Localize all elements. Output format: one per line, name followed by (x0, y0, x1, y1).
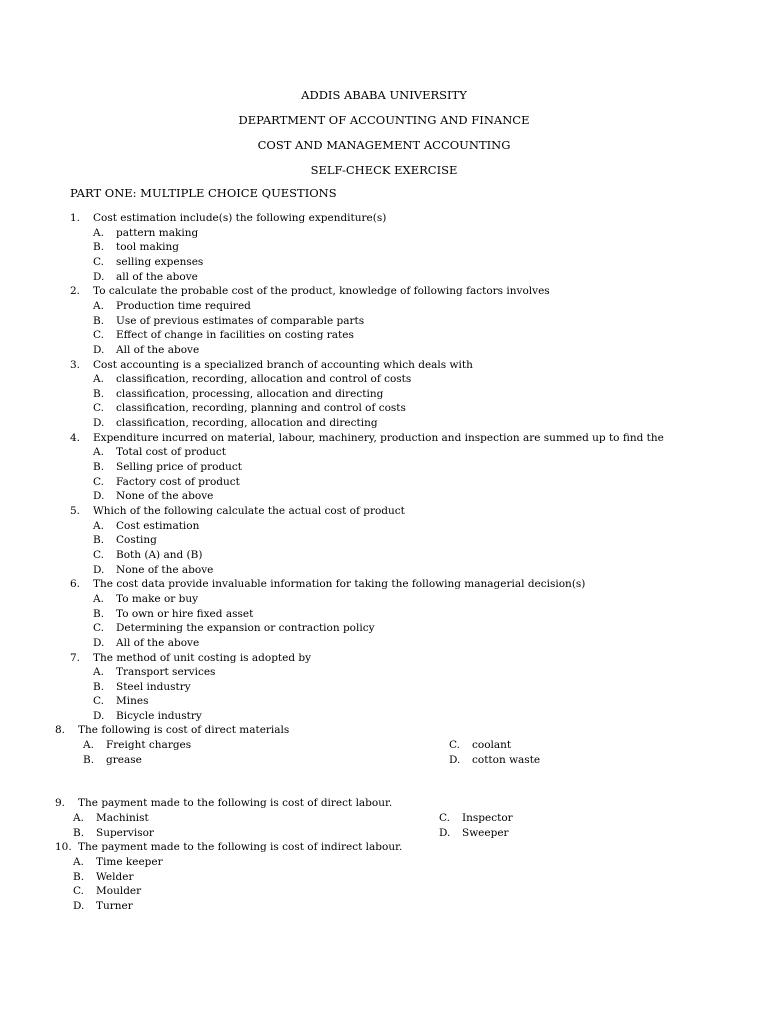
option-text: Welder (96, 870, 134, 883)
option-letter: A. (93, 226, 104, 239)
option-text: Time keeper (96, 855, 163, 868)
option-text: All of the above (116, 636, 200, 649)
question-number: 5. (70, 505, 81, 517)
option-letter: C. (93, 329, 104, 342)
option-text: Supervisor (96, 827, 154, 839)
option-text: Freight charges (106, 739, 192, 751)
option-letter: A. (93, 446, 104, 459)
option-letter: C. (93, 402, 104, 415)
option-letter: D. (93, 343, 105, 356)
question-number: 8. (55, 724, 66, 736)
option-letter: C. (93, 622, 104, 635)
course-heading: COST AND MANAGEMENT ACCOUNTING (257, 138, 511, 152)
option-text: grease (106, 754, 142, 766)
option-letter: C. (93, 548, 104, 561)
option-letter: C. (93, 475, 104, 488)
option-text: classification, recording, planning and control of costs (116, 402, 406, 415)
option-letter: D. (93, 417, 105, 430)
option-text: cotton waste (472, 754, 541, 766)
option-letter: B. (93, 607, 105, 620)
question-number: 3. (70, 358, 81, 371)
option-text: None of the above (116, 563, 214, 576)
option-text: Sweeper (462, 827, 509, 839)
option-letter: B. (93, 680, 105, 693)
option-text: Selling price of product (116, 461, 243, 474)
part-title: PART ONE: MULTIPLE CHOICE QUESTIONS (70, 186, 337, 200)
question-text: The payment made to the following is cost of indirect labour. (78, 841, 403, 853)
option-text: To make or buy (116, 592, 199, 605)
option-text: Production time required (116, 299, 251, 312)
option-text: Transport services (116, 666, 216, 679)
option-letter: B. (93, 534, 105, 547)
question-number: 2. (70, 285, 81, 298)
option-letter: B. (93, 387, 105, 400)
option-text: tool making (116, 241, 179, 254)
option-text: Determining the expansion or contraction policy (116, 622, 375, 635)
question-text: Cost estimation include(s) the following expenditure(s) (93, 212, 387, 224)
question-text: To calculate the probable cost of the product, knowledge of following factors involves (93, 285, 550, 298)
option-text: Steel industry (116, 680, 191, 693)
option-letter: A. (93, 519, 104, 532)
question-text: Cost accounting is a specialized branch of accounting which deals with (93, 358, 473, 371)
option-letter: A. (83, 739, 94, 751)
option-text: classification, recording, allocation and control of costs (116, 373, 412, 386)
option-text: classification, processing, allocation and directing (116, 387, 384, 400)
question-number: 4. (70, 431, 81, 444)
question-text: The following is cost of direct materials (78, 724, 290, 736)
option-text: Turner (96, 900, 133, 913)
option-letter: B. (93, 241, 105, 254)
question-number: 1. (70, 212, 81, 224)
option-letter: B. (93, 461, 105, 474)
option-letter: D. (93, 710, 105, 723)
option-text: all of the above (116, 270, 198, 283)
option-text: Factory cost of product (116, 475, 240, 488)
option-letter: B. (83, 754, 95, 766)
question-text: Which of the following calculate the actual cost of product (93, 505, 405, 517)
question-text: The cost data provide invaluable information for taking the following managerial decision(s) (93, 578, 586, 591)
question-text: Expenditure incurred on material, labour, machinery, production and inspection are summed up to find the (93, 431, 664, 444)
option-text: Total cost of product (116, 446, 227, 459)
option-text: All of the above (116, 343, 200, 356)
option-letter: A. (93, 373, 104, 386)
option-text: Moulder (96, 885, 142, 898)
option-letter: C. (93, 255, 104, 268)
option-text: selling expenses (116, 255, 204, 268)
option-letter: D. (449, 754, 461, 766)
option-letter: A. (93, 666, 104, 679)
option-letter: B. (73, 870, 85, 883)
department-heading: DEPARTMENT OF ACCOUNTING AND FINANCE (238, 113, 530, 127)
option-letter: D. (93, 563, 105, 576)
option-letter: B. (93, 314, 105, 327)
option-text: Machinist (96, 812, 149, 824)
option-letter: D. (93, 490, 105, 503)
option-letter: C. (93, 695, 104, 708)
option-letter: C. (439, 812, 450, 824)
option-text: None of the above (116, 490, 214, 503)
option-letter: C. (73, 885, 84, 898)
option-letter: D. (93, 636, 105, 649)
university-heading: ADDIS ABABA UNIVERSITY (301, 88, 467, 102)
question-text: The method of unit costing is adopted by (93, 651, 312, 664)
option-letter: A. (93, 299, 104, 312)
option-letter: C. (449, 739, 460, 751)
option-text: pattern making (116, 226, 199, 239)
option-text: Effect of change in facilities on costing rates (116, 329, 354, 342)
option-text: Both (A) and (B) (116, 548, 203, 561)
option-letter: A. (73, 812, 84, 824)
question-number: 9. (55, 797, 66, 809)
option-letter: D. (439, 827, 451, 839)
option-text: Mines (116, 695, 149, 708)
question-number: 10. (55, 841, 72, 853)
option-letter: A. (73, 855, 84, 868)
question-text: The payment made to the following is cost of direct labour. (78, 797, 393, 809)
option-text: Use of previous estimates of comparable parts (116, 314, 365, 327)
option-letter: D. (73, 900, 85, 913)
option-letter: B. (73, 827, 85, 839)
option-text: To own or hire fixed asset (116, 607, 254, 620)
option-text: Costing (116, 534, 157, 547)
option-text: coolant (472, 739, 512, 751)
option-letter: A. (93, 592, 104, 605)
option-letter: D. (93, 270, 105, 283)
option-text: classification, recording, allocation and directing (116, 417, 378, 430)
option-text: Inspector (462, 812, 513, 824)
question-number: 6. (70, 578, 81, 591)
exercise-heading: SELF-CHECK EXERCISE (310, 163, 458, 177)
option-text: Bicycle industry (116, 710, 202, 723)
question-number: 7. (70, 651, 81, 664)
option-text: Cost estimation (116, 519, 200, 532)
